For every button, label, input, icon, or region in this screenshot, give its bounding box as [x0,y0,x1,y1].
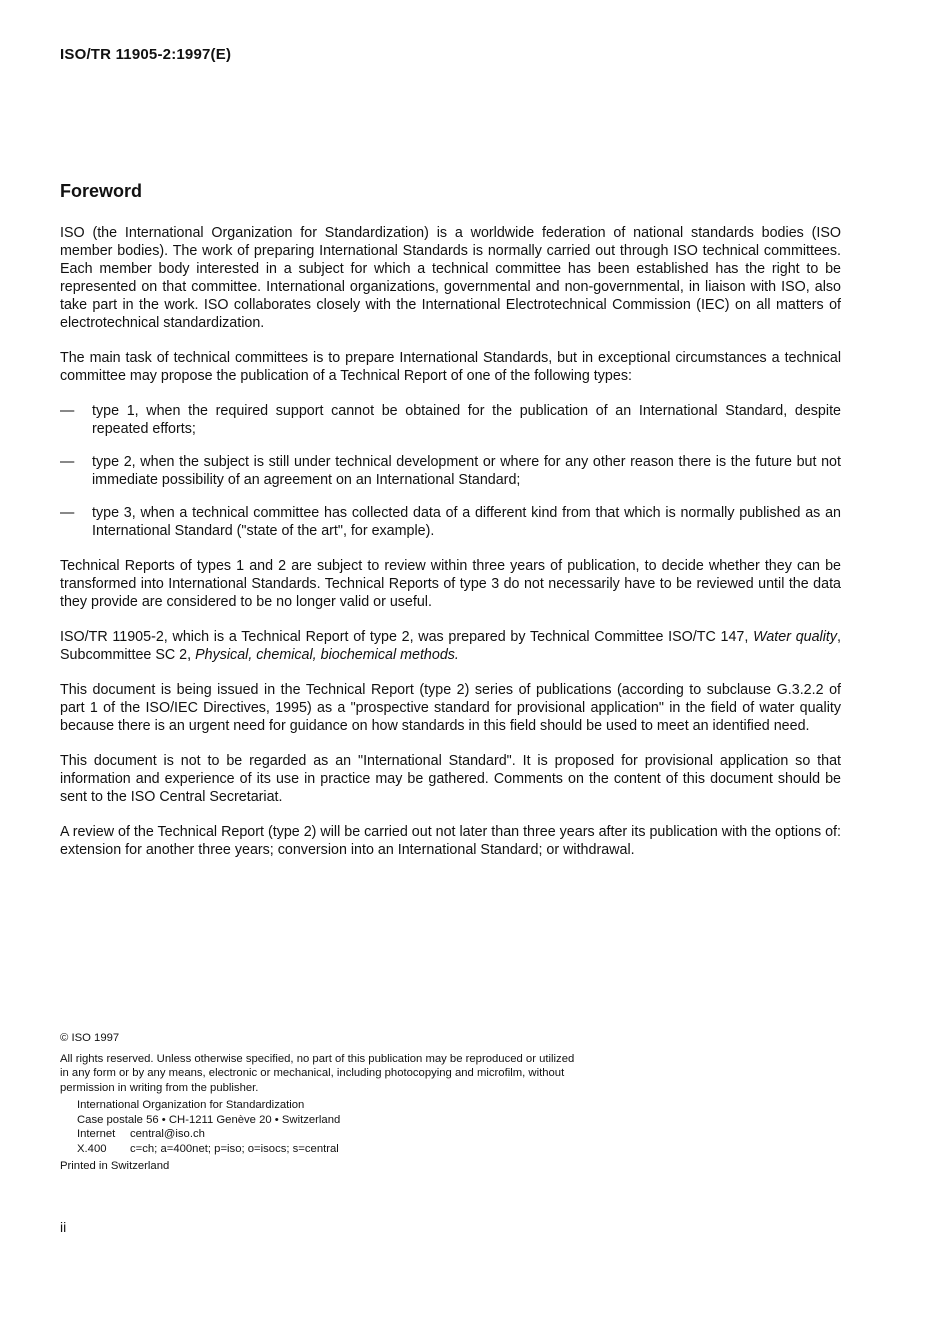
subcommittee-name: Physical, chemical, biochemical methods. [195,647,459,663]
document-identifier: ISO/TR 11905-2:1997(E) [60,46,232,63]
subcommittee-text: , Subcommittee SC 2, [60,629,842,663]
copyright-block [60,1031,580,1174]
internet-label: Internet [77,1128,116,1140]
type-1-text: type 1, when the required support cannot be obtained for the publication of an International Standard, despite repeated efforts; [92,403,841,437]
list-item [60,453,841,489]
dash-bullet: — [60,505,75,521]
x400-value: c=ch; a=400net; p=iso; o=isocs; s=central [130,1142,339,1155]
foreword-body [60,224,841,876]
internet-value: central@iso.ch [130,1128,205,1140]
x400-label: X.400 [77,1142,107,1155]
paragraph-prepared-by [60,628,841,664]
internet-row [77,1127,580,1142]
publisher-address [77,1098,580,1156]
paragraph-issue: This document is being issued in the Technical Report (type 2) series of publications (according to subclause G.3.2.2 of part 1 of the ISO/IEC Directives, 1995) as a "prospective standard for provisional application" in the field of water quality because there is an urgent need for guidance on how standards in this field should be used to meet an identified need. [60,682,841,734]
paragraph-provisional: This document is not to be regarded as an "International Standard". It is proposed for provisional application so that information and experience of its use in practice may be gathered. Comments on the content of this document should be sent to the ISO Central Secretariat. [60,753,841,805]
list-item [60,504,841,540]
dash-bullet: — [60,403,75,419]
printed-in: Printed in Switzerland [60,1160,170,1172]
list-item [60,402,841,438]
paragraph-iso-intro: ISO (the International Organization for Standardization) is a worldwide federation of national standards bodies (ISO member bodies). The work of preparing International Standards is normally carried out through ISO technical committees. Each member body interested in a subject for which a technical committee has been established has the right to be represented on that committee. International organizations, governmental and non-governmental, in liaison with ISO, also take part in the work. ISO collaborates closely with the International Electrotechnical Commission (IEC) on all matters of electrotechnical standardization. [60,225,841,331]
type-3-text: type 3, when a technical committee has collected data of a different kind from that which is normally published as an International Standard ("state of the art", for example). [92,505,841,539]
page-number: ii [60,1219,67,1235]
organization-name: International Organization for Standardization [77,1099,305,1111]
committee-name: Water quality [753,629,838,645]
type-2-text: type 2, when the subject is still under technical development or where for any other reason there is the future but not immediate possibility of an agreement on an International Standard; [92,454,841,488]
rights-statement: All rights reserved. Unless otherwise specified, no part of this publication may be reproduced or utilized in any form or by any means, electronic or mechanical, including photocopying and microfilm, without permission in writing from the publisher. [60,1052,575,1094]
prepared-by-text: ISO/TR 11905-2, which is a Technical Report of type 2, was prepared by Technical Committee ISO/TC 147, [60,629,754,645]
paragraph-review-types: Technical Reports of types 1 and 2 are subject to review within three years of publication, to decide whether they can be transformed into International Standards. Technical Reports of type 3 do not necessarily have to be reviewed until the data they provide are considered to be no longer valid or useful. [60,558,841,610]
x400-row [77,1142,580,1157]
paragraph-review: A review of the Technical Report (type 2) will be carried out not later than three years after its publication with the options of: extension for another three years; conversion into an International Standard; or withdrawal. [60,824,841,858]
dash-bullet: — [60,454,75,470]
postal-address: Case postale 56 • CH-1211 Genève 20 • Switzerland [77,1113,341,1126]
paragraph-main-task: The main task of technical committees is to prepare International Standards, but in exceptional circumstances a technical committee may propose the publication of a Technical Report of one of the following types: [60,350,841,384]
copyright-notice: © ISO 1997 [60,1032,120,1044]
foreword-heading: Foreword [60,181,143,201]
report-types-list [60,402,841,540]
